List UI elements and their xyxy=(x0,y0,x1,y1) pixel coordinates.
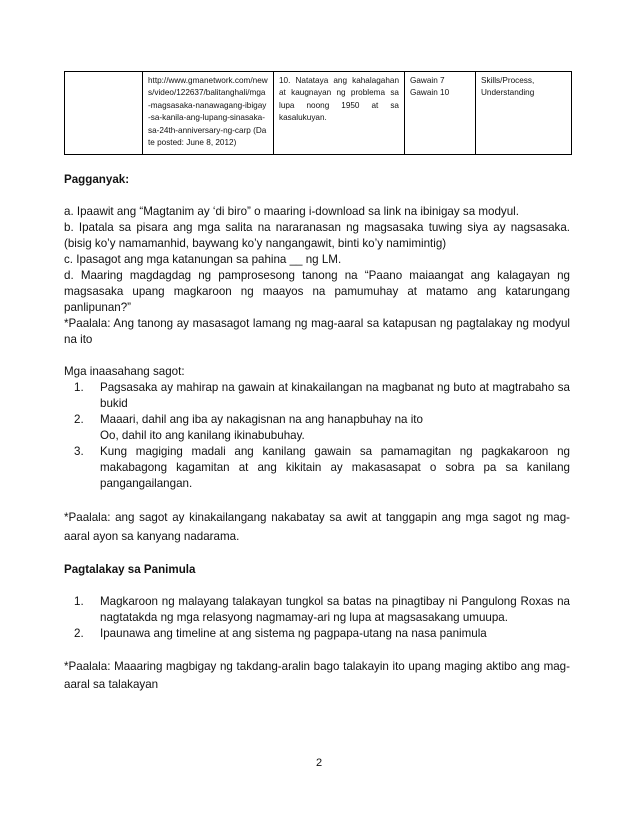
activity-label: Gawain 10 xyxy=(410,88,450,98)
table-cell-activities xyxy=(405,72,476,155)
list-text: Magkaroon ng malayang talakayan tungkol sa batas na pinagtibay ni Pangulong Roxas na nagtatakda ng mga relasyong nagmamay-ari ng lupa at magsasakang umuupa. xyxy=(100,595,570,624)
section-heading-panimula: Pagtalakay sa Panimula xyxy=(64,563,196,576)
paalala-note: *Paalala: ang sagot ay kinakailangang nakabatay sa awit at tanggapin ang mga sagot ng mag-aaral ayon sa kanyang nadarama. xyxy=(64,511,570,543)
list-item xyxy=(64,444,570,492)
section-heading-pagganyak: Pagganyak: xyxy=(64,173,130,186)
list-subtext: Oo, dahil ito ang kanilang ikinabubuhay. xyxy=(100,429,305,442)
step-b-note: (bisig ko’y namamanhid, baywang ko’y nangangawit, binti ko’y namimintig) xyxy=(64,237,447,250)
list-text: Ipaunawa ang timeline at ang sistema ng pagpapa-utang na nasa panimula xyxy=(100,627,487,640)
list-item xyxy=(64,412,570,428)
list-number: 3. xyxy=(74,445,84,458)
panimula-list xyxy=(64,594,570,642)
list-item xyxy=(64,594,570,626)
list-text: Maaari, dahil ang iba ay nakagisnan na ang hanapbuhay na ito xyxy=(100,413,423,426)
expected-answers-intro: Mga inaasahang sagot: xyxy=(64,365,185,378)
list-number: 1. xyxy=(74,381,84,394)
step-d: d. Maaring magdagdag ng pamprosesong tanong na “Paano maiaangat ang kalagayan ng magsasaka upang magkaroon ng maayos na pamumuhay at matamo ang katarungang panlipunan?” xyxy=(64,269,570,314)
competency-table xyxy=(64,71,572,155)
list-text: Pagsasaka ay mahirap na gawain at kinakailangan na magbanat ng buto at magtrabaho sa bukid xyxy=(100,381,570,410)
table-cell-competency: 10. Natataya ang kahalagahan at kaugnayan ng problema sa lupa noong 1950 at sa kasalukuyan. xyxy=(274,72,405,155)
table-cell-skills: Skills/Process, Understanding xyxy=(476,72,572,155)
page-number: 2 xyxy=(315,757,323,769)
list-number: 1. xyxy=(74,595,84,608)
list-item-sub xyxy=(64,428,570,444)
paalala-note: *Paalala: Maaaring magbigay ng takdang-aralin bago talakayin ito upang maging aktibo ang mag-aaral sa talakayan xyxy=(64,660,570,691)
table-row xyxy=(65,72,572,155)
step-b: b. Ipatala sa pisara ang mga salita na nararanasan ng magsasaka tuwing siya ay nagsasaka. xyxy=(64,221,570,234)
table-cell-blank xyxy=(65,72,143,155)
table-cell-source-link: http://www.gmanetwork.com/news/video/122637/balitanghali/mga-magsasaka-nanawagang-ibigay-sa-kanila-ang-lupang-sinasaka-sa-24th-anniversary-ng-carp (Date posted: June 8, 2012) xyxy=(143,72,274,155)
list-text: Kung magiging madali ang kanilang gawain sa pamamagitan ng pagkakaroon ng makabagong kagamitan at ang kikitain ay makasasapat o sobra pa sa kanilang pangangailangan. xyxy=(100,445,570,490)
activity-label: Gawain 7 xyxy=(410,76,445,85)
list-item xyxy=(64,626,570,642)
list-number: 2. xyxy=(74,627,84,640)
list-item xyxy=(64,380,570,412)
document-body xyxy=(64,172,570,694)
expected-answers-list xyxy=(64,380,570,492)
paalala-note: *Paalala: Ang tanong ay masasagot lamang ng mag-aaral sa katapusan ng pagtalakay ng modyul na ito xyxy=(64,317,570,346)
step-a: a. Ipaawit ang “Magtanim ay ‘di biro” o maaring i-download sa link na ibinigay sa modyul. xyxy=(64,205,519,218)
list-number: 2. xyxy=(74,413,84,426)
step-c: c. Ipasagot ang mga katanungan sa pahina __ ng LM. xyxy=(64,253,342,266)
